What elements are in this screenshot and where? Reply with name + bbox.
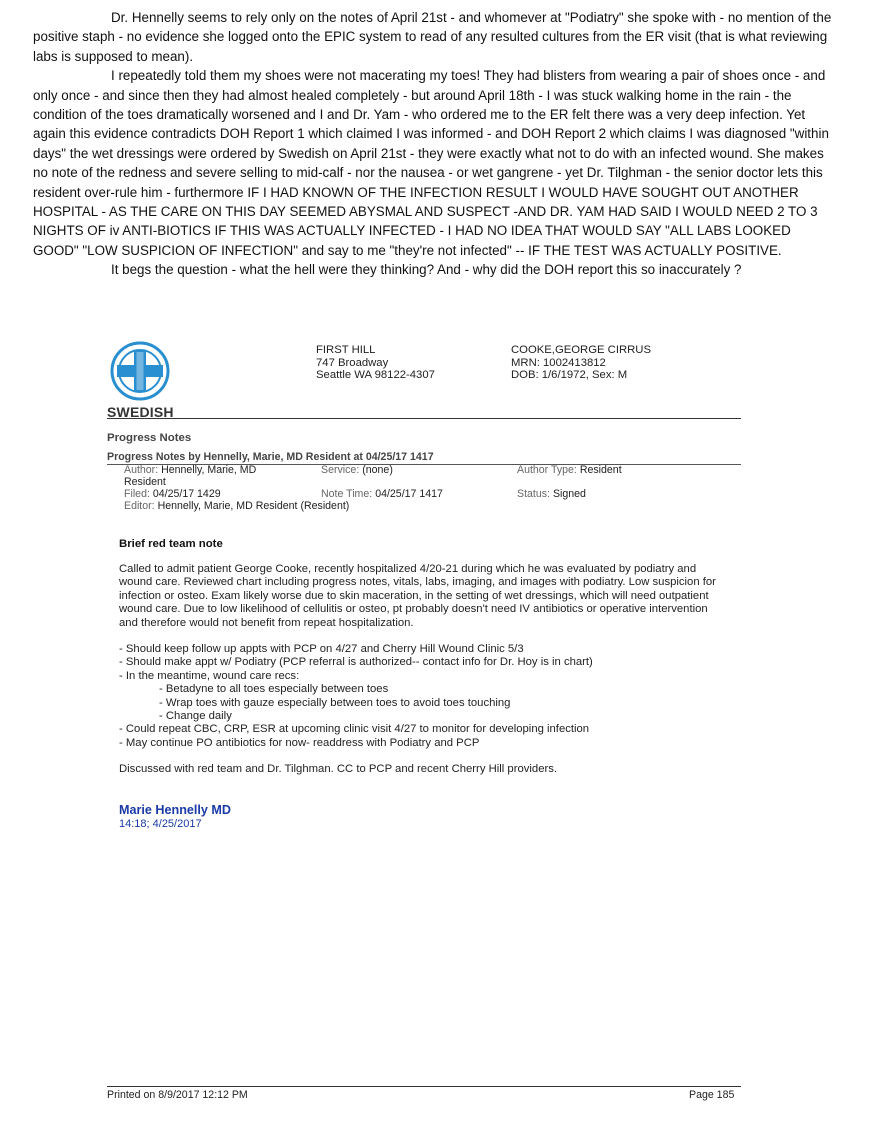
note-time-value: 04/25/17 1417 xyxy=(375,488,443,500)
signature-name: Marie Hennelly MD xyxy=(119,803,231,817)
author-type-label: Author Type: xyxy=(517,464,577,476)
patient-dob: DOB: 1/6/1972, Sex: M xyxy=(511,369,628,382)
commentary-paragraph: It begs the question - what the hell were they thinking? And - why did the DOH report this so inaccurately ? xyxy=(111,262,742,278)
editor-label: Editor: xyxy=(124,500,155,512)
commentary-paragraph: I repeatedly told them my shoes were not macerating my toes! They had blisters from wearing a pair of shoes once - and only once - and since then they had almost healed completely - but around April 18th - I was stuck walking home in the rain - the condition of the toes dramatically worsened and I and Dr. Yam - who ordered me to the ER felt there was a very deep infection. Yet again this evidence contradicts DOH Report 1 which claimed I was informed - and DOH Report 2 which claims I was diagnosed "within days" the wet dressings were ordered by Swedish on April 21st - they were exactly what not to do with an infected wound. She makes no note of the redness and severe selling to mid-calf - nor the nausea - or wet gangrene - yet Dr. Tilghman - the senior doctor lets this resident over-rule him - furthermore IF I HAD KNOWN OF THE INFECTION RESULT I WOULD HAVE SOUGHT OUT ANOTHER HOSPITAL - AS THE CARE ON THIS DAY SEEMED ABYSMAL AND SUSPECT -AND DR. YAM HAD SAID I WOULD NEED 2 TO 3 NIGHTS OF iv ANTI-BIOTICS IF THIS WAS ACTUALLY INFECTED - I HAD NO IDEA THAT WOULD SAY "ALL LABS LOOKED GOOD" "LOW SUSPICION OF INFECTION" and say to me "they're not infected" -- IF THE TEST WAS ACTUALLY POSITIVE. xyxy=(33,68,829,258)
page-number: Page 185 xyxy=(689,1089,735,1101)
wound-care-item: - Change daily xyxy=(159,710,232,723)
plan-item: - Should make appt w/ Podiatry (PCP referral is authorized-- contact info for Dr. Hoy is in chart) xyxy=(119,656,593,669)
swedish-logo-text: SWEDISH xyxy=(107,404,174,420)
commentary-paragraph: Dr. Hennelly seems to rely only on the notes of April 21st - and whomever at "Podiatry" she spoke with - no mention of the positive staph - no evidence she logged onto the EPIC system to read of any resulted cultures from the ER visit (that is what reviewing labs is supposed to mean). xyxy=(33,10,832,64)
service-value: (none) xyxy=(362,464,393,476)
wound-care-item: - Betadyne to all toes especially between toes xyxy=(159,683,389,696)
printed-date: Printed on 8/9/2017 12:12 PM xyxy=(107,1089,248,1101)
patient-mrn: MRN: 1002413812 xyxy=(511,356,606,369)
patient-name: COOKE,GEORGE CIRRUS xyxy=(511,344,651,356)
patient-info xyxy=(511,344,651,382)
wound-care-item: - Wrap toes with gauze especially between toes to avoid toes touching xyxy=(159,696,511,709)
plan-list xyxy=(119,643,729,750)
author-type-value: Resident xyxy=(579,464,622,476)
status-label: Status: xyxy=(517,488,550,500)
filed-label: Filed: xyxy=(124,488,150,500)
author-label: Author: xyxy=(124,464,159,476)
facility-street: 747 Broadway xyxy=(316,356,389,369)
facility-name: FIRST HILL xyxy=(316,344,376,356)
editor-value: Hennelly, Marie, MD Resident (Resident) xyxy=(157,500,350,512)
note-paragraph: Called to admit patient George Cooke, recently hospitalized 4/20-21 during which he was evaluated by podiatry and wound care. Reviewed chart including progress notes, vitals, labs, imaging, and images with podiatry. Low suspicion for infection or osteo. Exam likely worse due to skin maceration, in the setting of wet dressings, which will need outpatient wound care. Due to low likelihood of cellulitis or osteo, pt probably doesn't need IV antibiotics or operative intervention and therefore would not benefit from repeat hospitalization. xyxy=(119,563,716,629)
plan-item: - Should keep follow up appts with PCP on 4/27 and Cherry Hill Wound Clinic 5/3 xyxy=(119,643,524,656)
commentary-text xyxy=(33,8,833,280)
status-value: Signed xyxy=(552,488,586,500)
facility-city: Seattle WA 98122-4307 xyxy=(316,369,435,382)
plan-item: - Could repeat CBC, CRP, ESR at upcoming clinic visit 4/27 to monitor for developing infection xyxy=(119,723,590,736)
author-value: Hennelly, Marie, MD xyxy=(161,464,257,476)
note-title: Brief red team note xyxy=(119,538,223,550)
plan-item: - May continue PO antibiotics for now- readdress with Podiatry and PCP xyxy=(119,736,480,749)
filed-value: 04/25/17 1429 xyxy=(152,488,221,500)
discussed-text: Discussed with red team and Dr. Tilghman. CC to PCP and recent Cherry Hill providers. xyxy=(119,763,558,776)
plan-item: - In the meantime, wound care recs: xyxy=(119,669,300,682)
note-body xyxy=(119,563,729,777)
section-title: Progress Notes xyxy=(107,432,192,444)
note-subheader: Progress Notes by Hennelly, Marie, MD Resident at 04/25/17 1417 xyxy=(107,451,741,465)
note-time-label: Note Time: xyxy=(321,488,373,500)
author-value-2: Resident xyxy=(124,476,166,488)
header-divider xyxy=(107,418,741,419)
signature-time: 14:18; 4/25/2017 xyxy=(119,818,202,830)
facility-address xyxy=(316,344,435,382)
swedish-cross-logo-icon xyxy=(107,340,173,402)
service-label: Service: xyxy=(321,464,360,476)
footer-divider xyxy=(107,1086,741,1087)
